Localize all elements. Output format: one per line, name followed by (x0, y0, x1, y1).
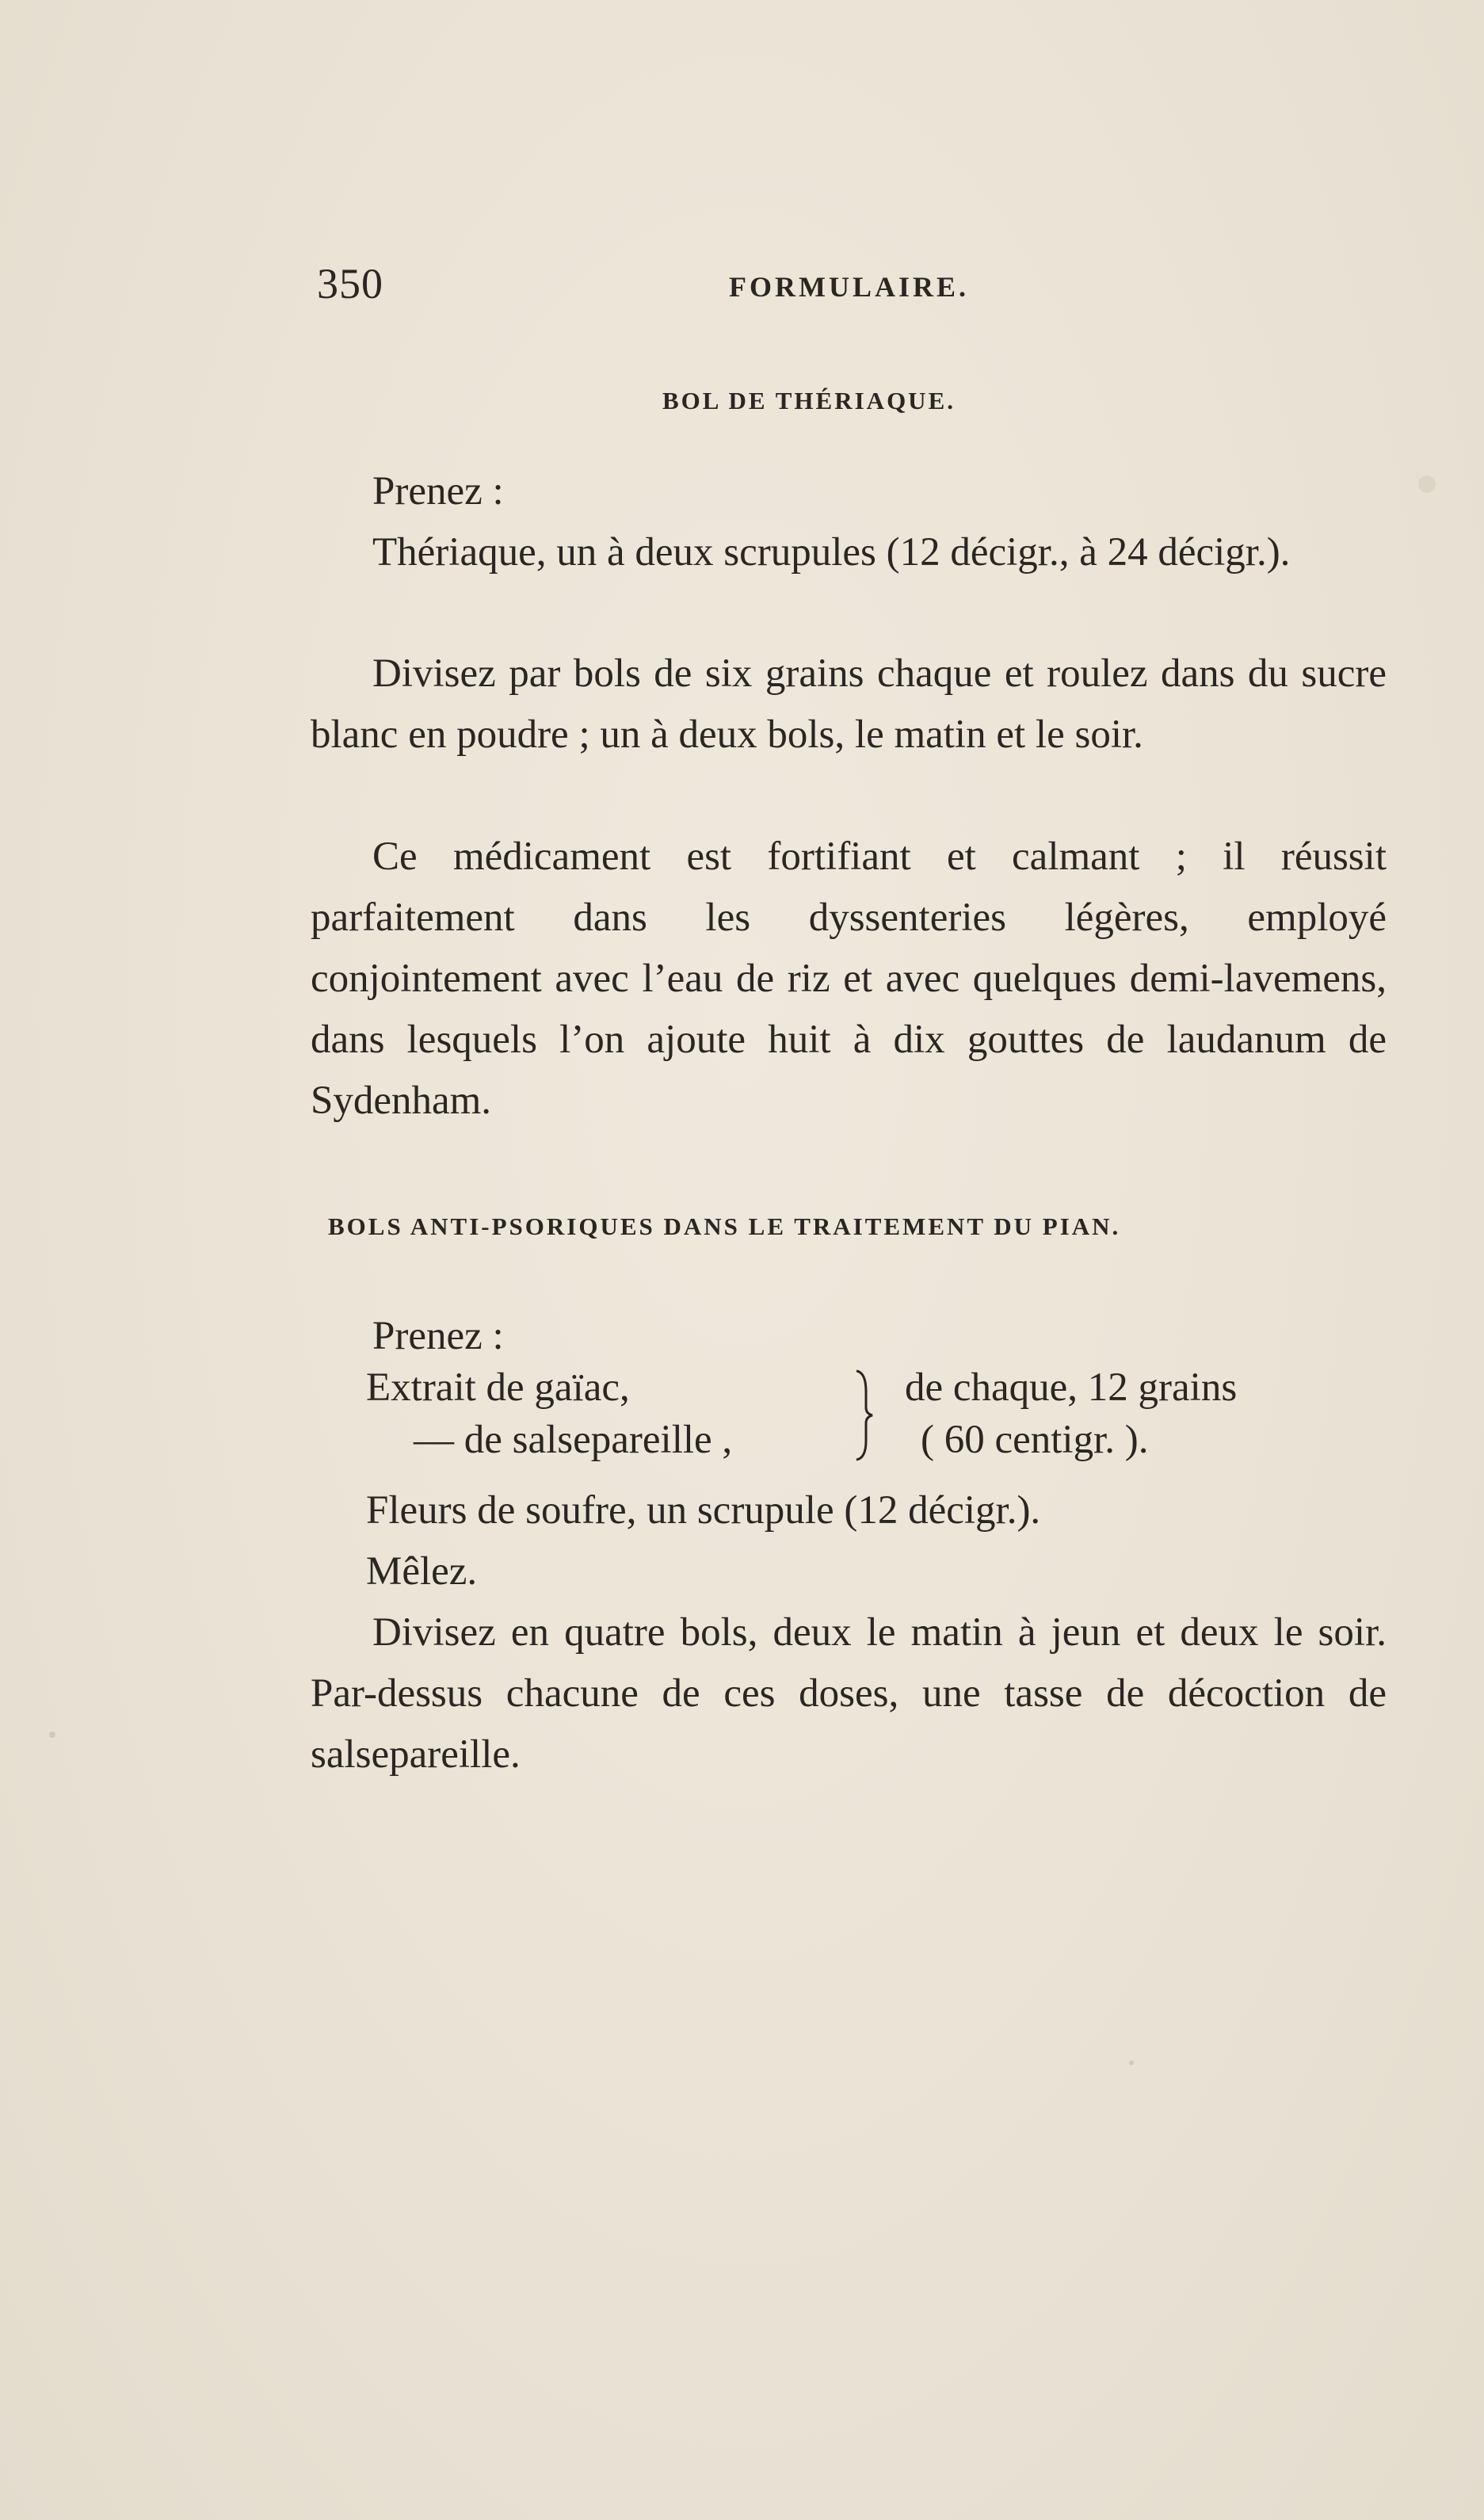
ingredient-names (366, 1361, 732, 1466)
paragraph-divisez-2: Divisez en quatre bols, deux le matin à jeun et deux le soir. Par-dessus chacune de ces doses, une tasse de décoction de salsepareille. (311, 1610, 1387, 1777)
page-header (317, 252, 1379, 315)
paragraph-divisez-1: Divisez par bols de six grains chaque et roulez dans du sucre blanc en poudre ; un à deux bols, le matin et le soir. (311, 651, 1387, 757)
section-title-bols-anti-psoriques: BOLS ANTI-PSORIQUES DANS LE TRAITEMENT DU PIAN. (328, 1212, 1121, 1240)
paper-spot (1418, 475, 1436, 493)
paragraph-fleurs-soufre: Fleurs de soufre, un scrupule (12 décigr.). (366, 1488, 1041, 1533)
paper-spot (1129, 2060, 1134, 2065)
ingredient-dose (905, 1361, 1237, 1466)
ingredients-list (366, 1361, 1387, 1472)
brace-icon (853, 1368, 876, 1463)
paragraph-prenez-2: Prenez : (372, 1314, 504, 1358)
paragraph-medicament: Ce médicament est fortifiant et calmant ; il réussit parfaitement dans les dyssenteries légères, employé conjointement avec l’eau de riz et avec quelques demi-lavemens, dans lesquels l’on ajoute huit à dix gouttes de laudanum de Sydenham. (311, 834, 1387, 1123)
paragraph-prenez-1: Prenez : (372, 469, 504, 514)
dose-line-1: de chaque, 12 grains (905, 1365, 1238, 1410)
paragraph-theriaque: Thériaque, un à deux scrupules (12 décigr., à 24 décigr.). (372, 530, 1291, 575)
paragraph-melez: Mêlez. (366, 1549, 478, 1594)
section-title-bol-theriaque: BOL DE THÉRIAQUE. (662, 387, 956, 414)
running-title: FORMULAIRE. (729, 271, 969, 303)
page-number: 350 (317, 260, 383, 307)
dose-line-2: ( 60 centigr. ). (921, 1418, 1149, 1462)
ingredient-salsepareille: — de salsepareille , (414, 1418, 733, 1462)
paper-spot (49, 1732, 55, 1738)
ingredient-gaiac: Extrait de gaïac, (366, 1365, 630, 1410)
